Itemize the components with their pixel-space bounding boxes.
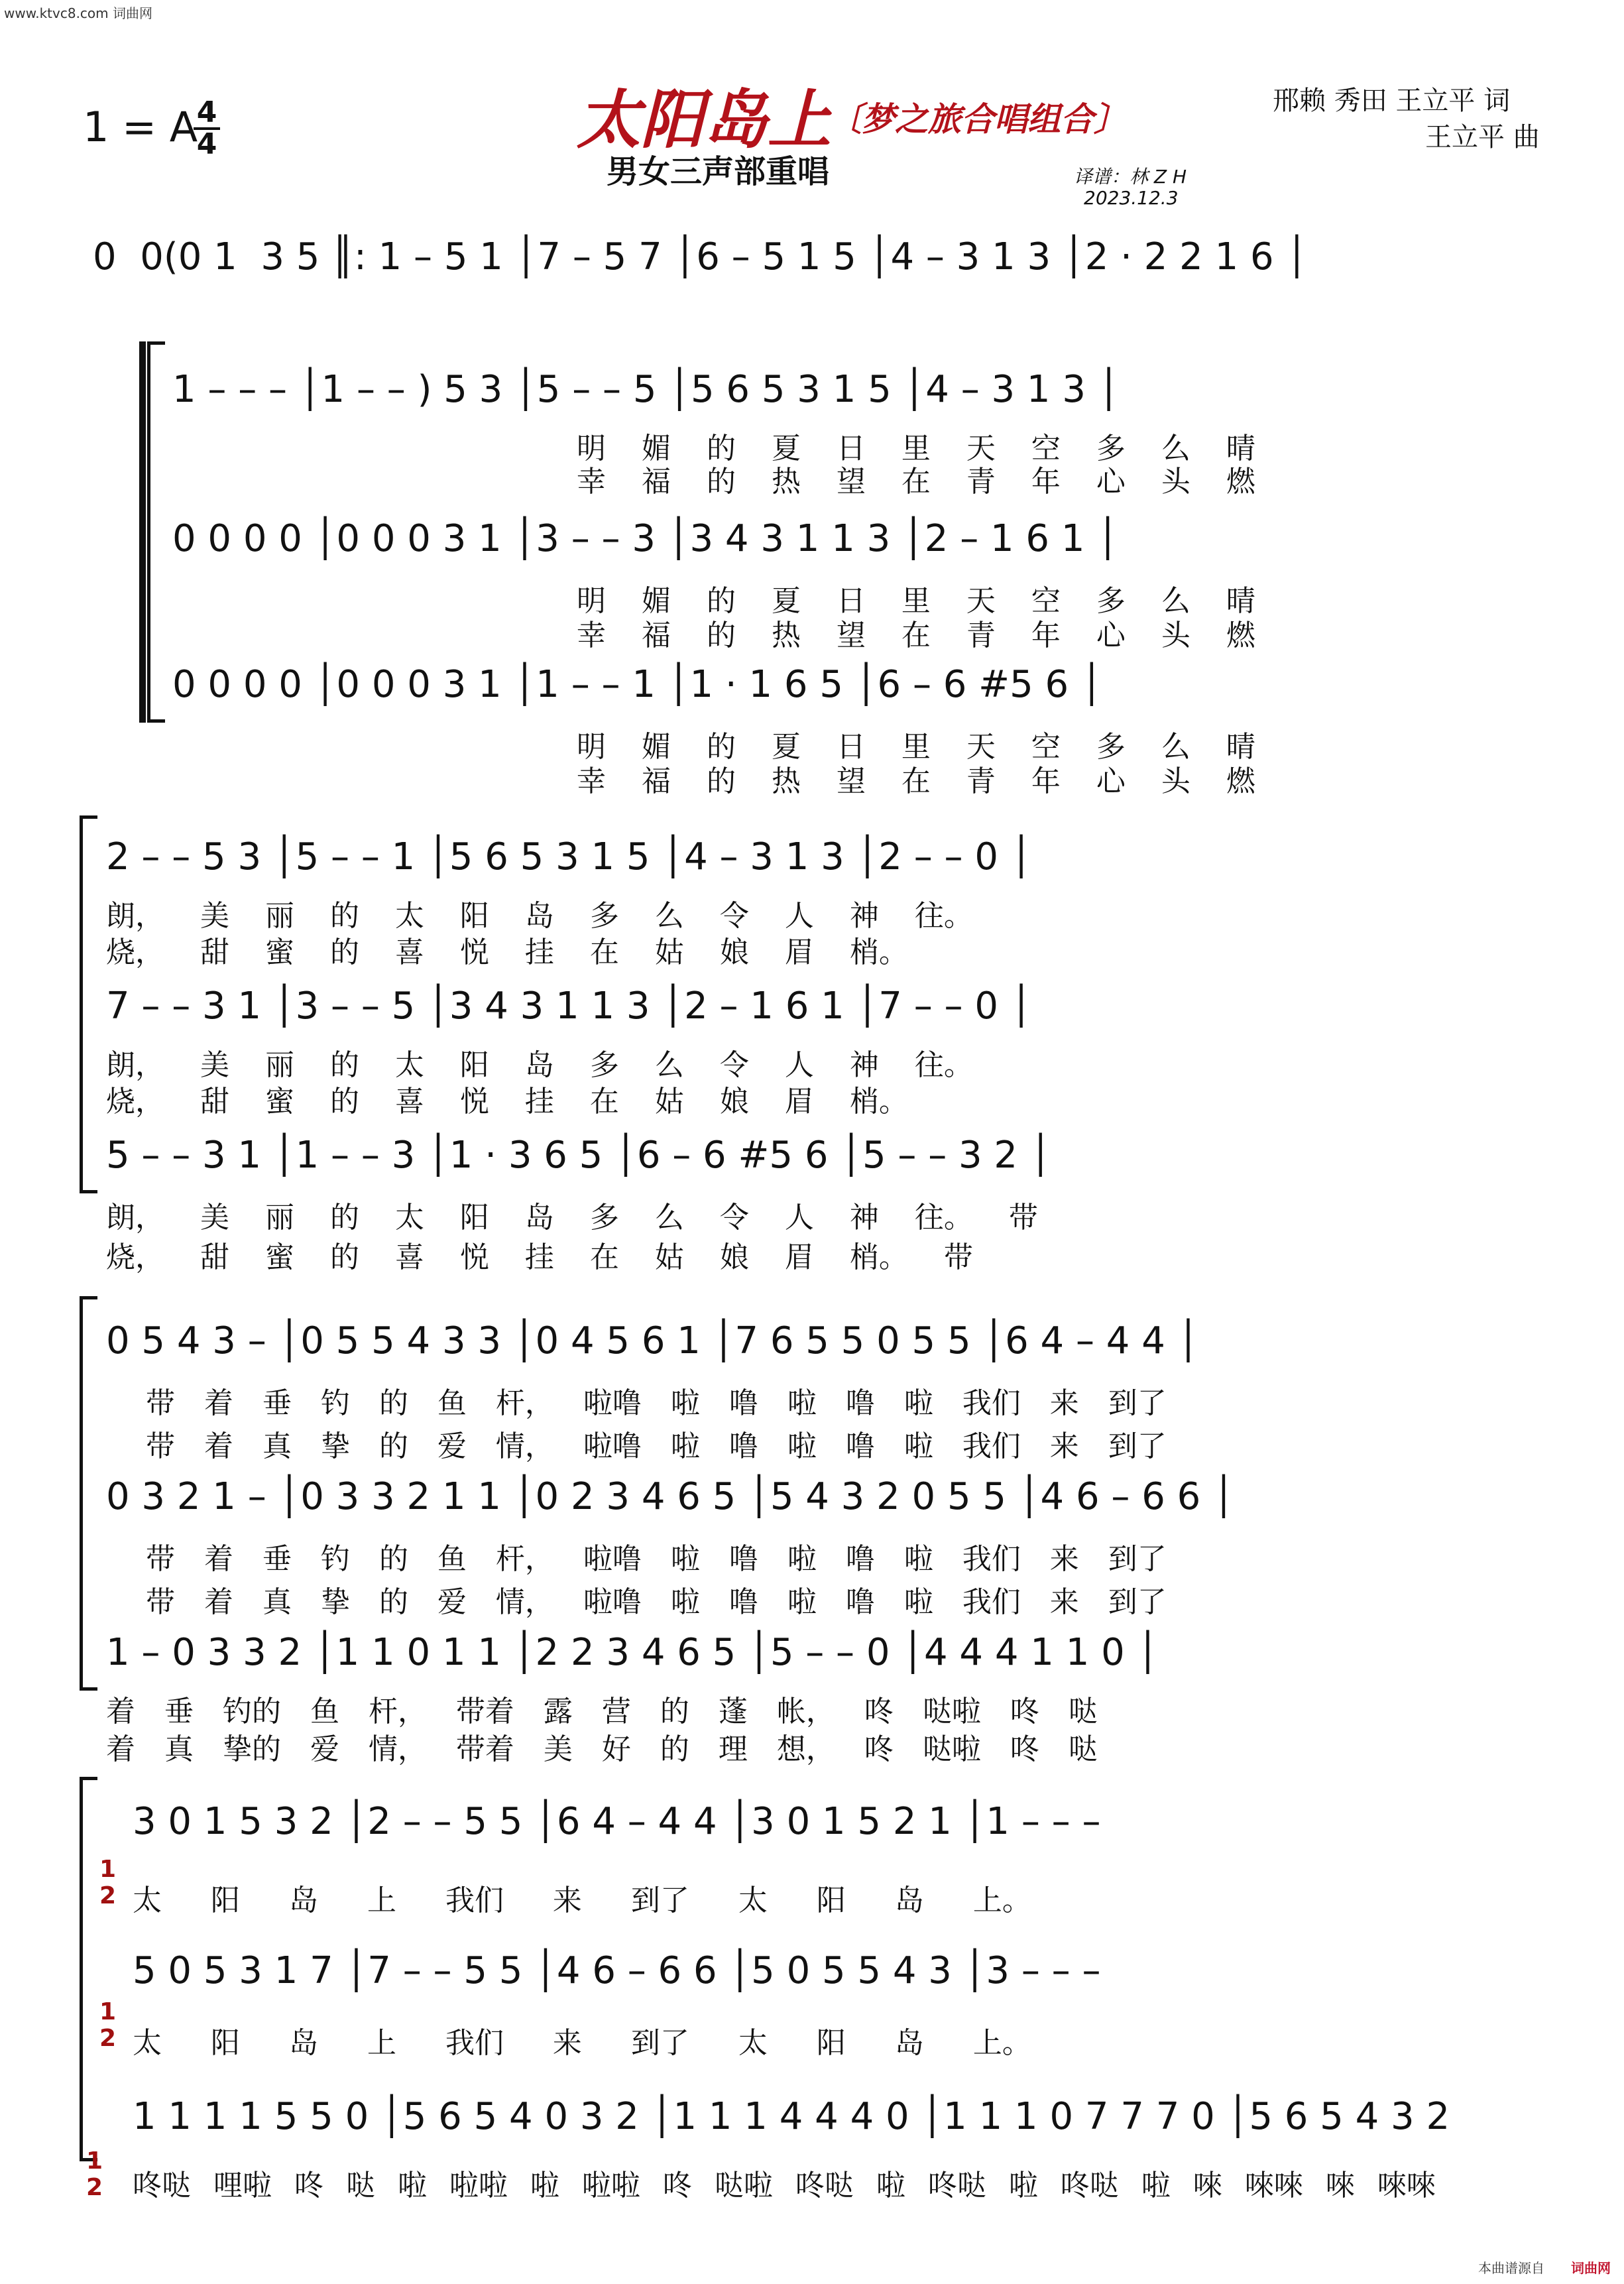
s2-voice3-lyric2: 烧， 甜 蜜 的 喜 悦 挂 在 姑 娘 眉 梢。 带 (106, 1240, 973, 1274)
site-watermark: www.ktvc8.com 词曲网 (4, 5, 153, 21)
s4-voice1-volta (99, 1856, 116, 1909)
s3-voice1-lyric2: 带 着 真 挚 的 爱 情， 啦噜 啦 噜 啦 噜 啦 我们 来 到了 (146, 1429, 1167, 1463)
s1-voice1-lyric2: 幸 福 的 热 望 在 青 年 心 头 燃 (577, 465, 1255, 499)
volta-2: 2 (99, 2025, 117, 2052)
s4-voice2-lyric: 太 阳 岛 上 我们 来 到了 太 阳 岛 上。 (133, 2026, 1031, 2060)
s3-voice2-lyric1: 带 着 垂 钓 的 鱼 杆， 啦噜 啦 噜 啦 噜 啦 我们 来 到了 (146, 1542, 1167, 1576)
s2-voice3-notes: 5 – – 3 1 │1 – – 3 │1 · 3 6 5 │6 – 6 #5 6 │5 – – 3 2 │ (106, 1134, 1052, 1177)
s2-voice2-lyric1: 朗， 美 丽 的 太 阳 岛 多 么 令 人 神 往。 (106, 1048, 973, 1082)
s4-voice1-lyric: 太 阳 岛 上 我们 来 到了 太 阳 岛 上。 (133, 1884, 1031, 1917)
s2-voice2-lyric2: 烧， 甜 蜜 的 喜 悦 挂 在 姑 娘 眉 梢。 (106, 1085, 908, 1118)
volta-1: 1 (99, 1856, 117, 1883)
lyricist: 邢赖 秀田 王立平 词 (1273, 86, 1511, 116)
volta-1: 1 (99, 1998, 117, 2025)
s1-voice1-lyric1: 明 媚 的 夏 日 里 天 空 多 么 晴 (577, 432, 1255, 465)
s4-voice2-notes: 5 0 5 3 1 7 │7 – – 5 5 │4 6 – 6 6 │5 0 5 5 4 3 │3 – – – (133, 1949, 1113, 1992)
s4-voice2-volta (99, 1999, 116, 2052)
s2-voice1-notes: 2 – – 5 3 │5 – – 1 │5 6 5 3 1 5 │4 – 3 1 3 │2 – – 0 │ (106, 835, 1033, 878)
s1-voice3-lyric1: 明 媚 的 夏 日 里 天 空 多 么 晴 (577, 730, 1255, 764)
system-2-bracket (80, 815, 97, 1193)
time-signature (194, 95, 220, 161)
s2-voice1-lyric2: 烧， 甜 蜜 的 喜 悦 挂 在 姑 娘 眉 梢。 (106, 935, 908, 969)
volta-1: 1 (86, 2147, 103, 2175)
s3-voice3-lyric1: 着 垂 钓的 鱼 杆， 带着 露 营 的 蓬 帐， 咚 哒啦 咚 哒 (106, 1695, 1098, 1728)
volta-2: 2 (99, 1882, 117, 1909)
s4-voice3-volta (86, 2148, 103, 2201)
song-title: 太阳岛上 (577, 83, 831, 157)
s4-voice3-lyric: 咚哒 哩啦 咚 哒 啦 啦啦 啦 啦啦 咚 哒啦 咚哒 啦 咚哒 啦 咚哒 啦 唻 唻唻 唻 唻唻 (133, 2169, 1436, 2202)
s3-voice2-notes: 0 3 2 1 – │0 3 3 2 1 1 │0 2 3 4 6 5 │5 4 3 2 0 5 5 │4 6 – 6 6 │ (106, 1475, 1235, 1518)
s1-voice2-lyric1: 明 媚 的 夏 日 里 天 空 多 么 晴 (577, 584, 1255, 618)
composer: 王立平 曲 (1425, 122, 1540, 152)
transcribe-date: 2023.12.3 (1084, 187, 1179, 209)
s2-voice3-lyric1: 朗， 美 丽 的 太 阳 岛 多 么 令 人 神 往。 带 (106, 1201, 1038, 1234)
s3-voice2-lyric2: 带 着 真 挚 的 爱 情， 啦噜 啦 噜 啦 噜 啦 我们 来 到了 (146, 1585, 1167, 1619)
footer-source: 本曲谱源自 (1478, 2260, 1544, 2276)
s1-voice3-notes: 0 0 0 0 │0 0 0 3 1 │1 – – 1 │1 · 1 6 5 │6 – 6 #5 6 │ (172, 663, 1103, 706)
system-1-bracket (147, 341, 165, 723)
key-label: 1 = A (83, 103, 198, 151)
s4-voice3-notes: 1 1 1 1 5 5 0 │5 6 5 4 0 3 2 │1 1 1 4 4 4 0 │1 1 1 0 7 7 7 0 │5 6 5 4 3 2 (133, 2095, 1462, 2138)
system-3-bracket (80, 1296, 97, 1691)
system-1-brace (139, 341, 146, 723)
subtitle: 男女三声部重唱 (607, 153, 830, 190)
intro-line: 0 0(0 1 3 5 ║: 1 – 5 1 │7 – 5 7 │6 – 5 1 5 │4 – 3 1 3 │2 · 2 2 1 6 │ (93, 235, 1308, 278)
s4-voice1-notes: 3 0 1 5 3 2 │2 – – 5 5 │6 4 – 4 4 │3 0 1 5 2 1 │1 – – – (133, 1800, 1113, 1843)
key-signature (83, 103, 198, 151)
footer-logo: 词曲网 (1571, 2260, 1611, 2276)
s2-voice2-notes: 7 – – 3 1 │3 – – 5 │3 4 3 1 1 3 │2 – 1 6 1 │7 – – 0 │ (106, 985, 1033, 1028)
s2-voice1-lyric1: 朗， 美 丽 的 太 阳 岛 多 么 令 人 神 往。 (106, 899, 973, 933)
time-top: 4 (196, 95, 217, 129)
time-bottom: 4 (194, 127, 220, 159)
s3-voice3-lyric2: 着 真 挚的 爱 情， 带着 美 好 的 理 想， 咚 哒啦 咚 哒 (106, 1732, 1098, 1766)
s1-voice1-notes: 1 – – – │1 – – ) 5 3 │5 – – 5 │5 6 5 3 1 5 │4 – 3 1 3 │ (172, 368, 1120, 411)
s1-voice2-lyric2: 幸 福 的 热 望 在 青 年 心 头 燃 (577, 619, 1255, 652)
transcriber: 译谱：林 Z H (1074, 166, 1187, 188)
performer: 〔梦之旅合唱组合〕 (829, 100, 1127, 139)
volta-2: 2 (86, 2174, 103, 2201)
s1-voice2-notes: 0 0 0 0 │0 0 0 3 1 │3 – – 3 │3 4 3 1 1 3 │2 – 1 6 1 │ (172, 517, 1119, 560)
s3-voice3-notes: 1 – 0 3 3 2 │1 1 0 1 1 │2 2 3 4 6 5 │5 – – 0 │4 4 4 1 1 0 │ (106, 1631, 1159, 1674)
s3-voice1-lyric1: 带 着 垂 钓 的 鱼 杆， 啦噜 啦 噜 啦 噜 啦 我们 来 到了 (146, 1386, 1167, 1420)
s3-voice1-notes: 0 5 4 3 – │0 5 5 4 3 3 │0 4 5 6 1 │7 6 5 5 0 5 5 │6 4 – 4 4 │ (106, 1319, 1200, 1362)
system-4-bracket (80, 1777, 97, 2161)
s1-voice3-lyric2: 幸 福 的 热 望 在 青 年 心 头 燃 (577, 764, 1255, 798)
